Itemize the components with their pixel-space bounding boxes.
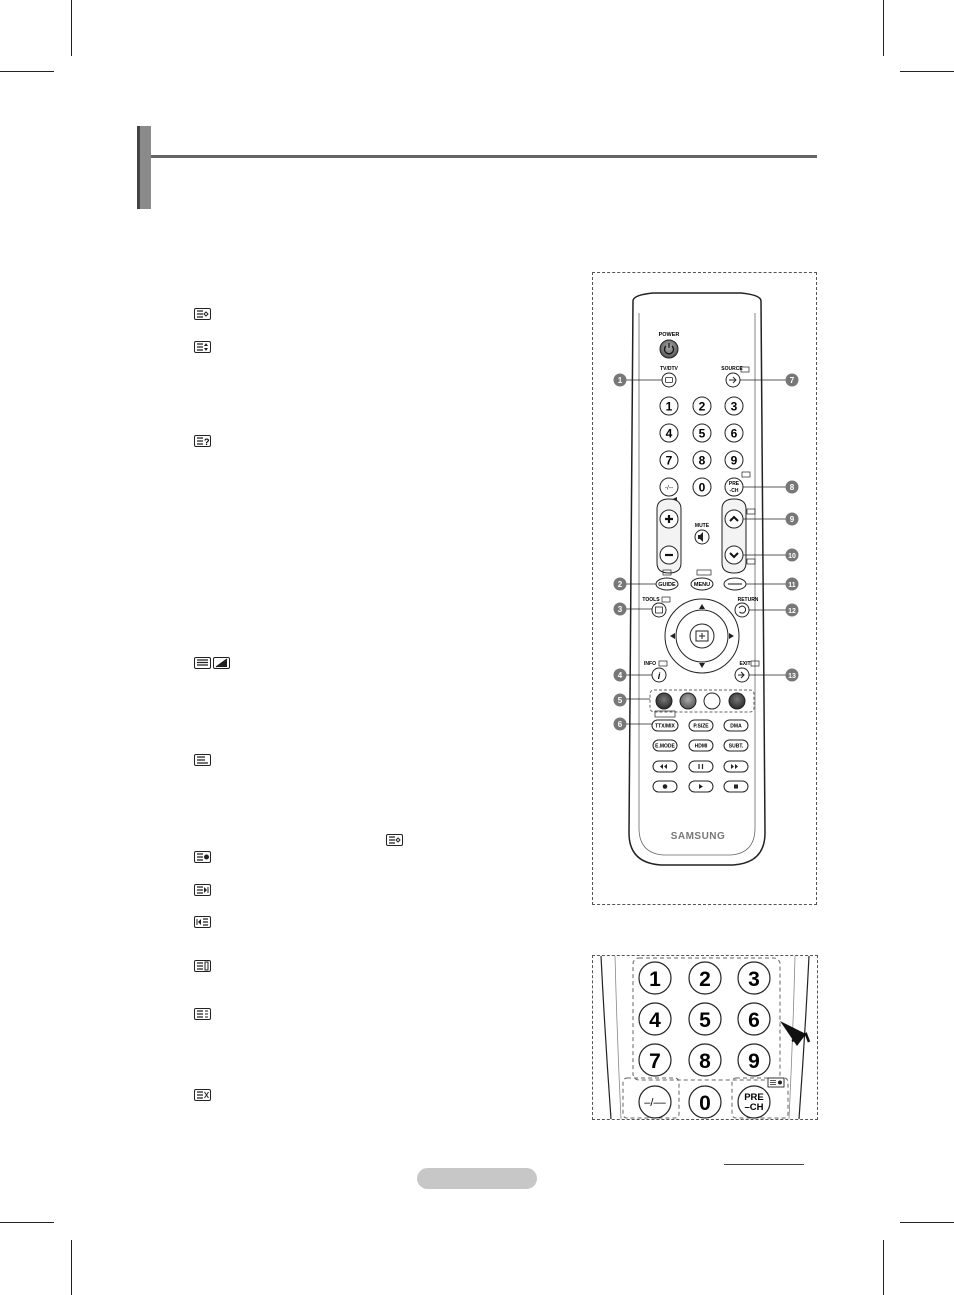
- teletext-index-icon-inline: [386, 834, 403, 846]
- blue-button[interactable]: [729, 693, 745, 709]
- power-button[interactable]: [660, 340, 678, 358]
- callout-1-label: 1: [617, 376, 623, 385]
- teletext-cancel-icon: [194, 1089, 211, 1101]
- crop-mark: [0, 71, 54, 72]
- callout-4-label: 4: [617, 671, 623, 680]
- return-button[interactable]: [735, 603, 749, 617]
- remote-left-inner-edge: [615, 956, 621, 1119]
- hdmi-label: HDMI: [694, 743, 708, 750]
- exit-label: EXIT: [739, 661, 751, 667]
- digit-0-label: 0: [698, 480, 706, 495]
- keypad-closeup-figure: [592, 955, 818, 1120]
- record-icon: [663, 784, 668, 789]
- brand-logo: SAMSUNG: [670, 831, 726, 842]
- channel-up-button[interactable]: [725, 510, 743, 528]
- remote-control-figure: [592, 272, 817, 905]
- yellow-button[interactable]: [704, 693, 720, 709]
- pre-label: PRE: [728, 481, 740, 487]
- closeup-digit-3-label: 3: [748, 968, 760, 991]
- psize-label: P.SIZE: [693, 723, 709, 730]
- closeup-ch-label: –CH: [744, 1102, 764, 1113]
- teletext-index-icon: [194, 308, 211, 320]
- teletext-store-icon: [194, 851, 211, 863]
- return-label: RETURN: [737, 597, 759, 603]
- callout-13-label: 13: [788, 673, 796, 680]
- digit-5-label: 5: [698, 426, 706, 441]
- closeup-digit-6-label: 6: [748, 1009, 760, 1032]
- dash-label: -/--: [664, 484, 674, 492]
- remote-control-drawing: [593, 273, 816, 904]
- pause-button[interactable]: [689, 761, 713, 772]
- digit-1-label: 1: [665, 399, 673, 414]
- power-label: POWER: [658, 332, 680, 338]
- crop-mark: [71, 1240, 72, 1295]
- callout-2-label: 2: [617, 580, 623, 589]
- closeup-digit-1-label: 1: [649, 968, 661, 991]
- source-label: SOURCE: [721, 366, 743, 372]
- teletext-subpage-icon: [194, 754, 211, 766]
- channel-down-button[interactable]: [725, 546, 743, 564]
- callout-8-label: 8: [789, 483, 795, 492]
- callout-6-label: 6: [617, 720, 623, 729]
- closeup-digit-0-label: 0: [699, 1092, 711, 1115]
- ttx-label: TTX/MIX: [655, 723, 675, 730]
- teletext-mix-icon: [213, 657, 230, 669]
- crop-mark: [0, 1222, 54, 1223]
- stop-icon: [734, 785, 738, 789]
- crop-mark: [883, 0, 884, 56]
- callout-10-label: 10: [788, 553, 796, 560]
- crop-mark: [900, 1222, 954, 1223]
- digit-9-label: 9: [730, 453, 738, 468]
- closeup-digit-9-label: 9: [748, 1050, 760, 1073]
- teletext-size-icon: [194, 960, 211, 972]
- callout-7-label: 7: [789, 376, 795, 385]
- callout-9-label: 9: [789, 515, 795, 524]
- subt-label: SUBT.: [728, 743, 744, 750]
- digit-6-label: 6: [730, 426, 738, 441]
- digit-3-label: 3: [730, 399, 738, 414]
- dma-label: DMA: [730, 723, 742, 730]
- callout-11-label: 11: [788, 582, 796, 589]
- closeup-digit-2-label: 2: [699, 968, 711, 991]
- digit-8-label: 8: [698, 453, 706, 468]
- digit-7-label: 7: [665, 453, 673, 468]
- closeup-digit-4-label: 4: [649, 1009, 661, 1032]
- page-number-pill: [417, 1168, 537, 1189]
- section-header-bar: [137, 126, 151, 209]
- closeup-digit-5-label: 5: [699, 1009, 711, 1032]
- green-button[interactable]: [680, 693, 696, 709]
- closeup-pre-label: PRE: [744, 1092, 764, 1103]
- teletext-list-icon: [194, 1008, 211, 1020]
- tvdtv-label: TV/DTV: [660, 366, 678, 372]
- guide-label: GUIDE: [658, 582, 676, 588]
- closeup-dash-label: –/––: [644, 1097, 666, 1109]
- teletext-reveal-icon: [194, 435, 211, 447]
- remote-left-edge: [601, 956, 611, 1119]
- emode-label: E.MODE: [655, 743, 675, 750]
- menu-label: MENU: [693, 582, 711, 588]
- callout-3-label: 3: [617, 605, 623, 614]
- crop-mark: [71, 0, 72, 56]
- crop-mark: [900, 71, 954, 72]
- keypad-closeup-drawing: [593, 956, 817, 1119]
- svg-text:?: ?: [204, 437, 210, 446]
- info-label: INFO: [644, 661, 656, 667]
- closeup-digit-8-label: 8: [699, 1050, 711, 1073]
- section-header-rule: [151, 155, 817, 158]
- ch-label: -CH: [729, 488, 739, 494]
- teletext-page-up-icon: [194, 884, 211, 896]
- digit-4-label: 4: [665, 426, 673, 441]
- info-icon: i: [657, 671, 661, 681]
- teletext-hold-icon: [194, 341, 211, 353]
- callout-12-label: 12: [788, 608, 796, 615]
- tools-button[interactable]: [652, 603, 666, 617]
- closeup-digit-7-label: 7: [649, 1050, 661, 1073]
- tvdtv-button[interactable]: [662, 373, 676, 387]
- teletext-page-down-icon: [194, 916, 211, 928]
- tools-label: TOOLS: [642, 597, 660, 603]
- mute-label: MUTE: [694, 523, 710, 529]
- footer-rule: [724, 1164, 804, 1165]
- teletext-mode-icon: [194, 657, 211, 669]
- callout-5-label: 5: [617, 696, 623, 705]
- red-button[interactable]: [656, 693, 672, 709]
- crop-mark: [883, 1240, 884, 1295]
- digit-2-label: 2: [698, 399, 706, 414]
